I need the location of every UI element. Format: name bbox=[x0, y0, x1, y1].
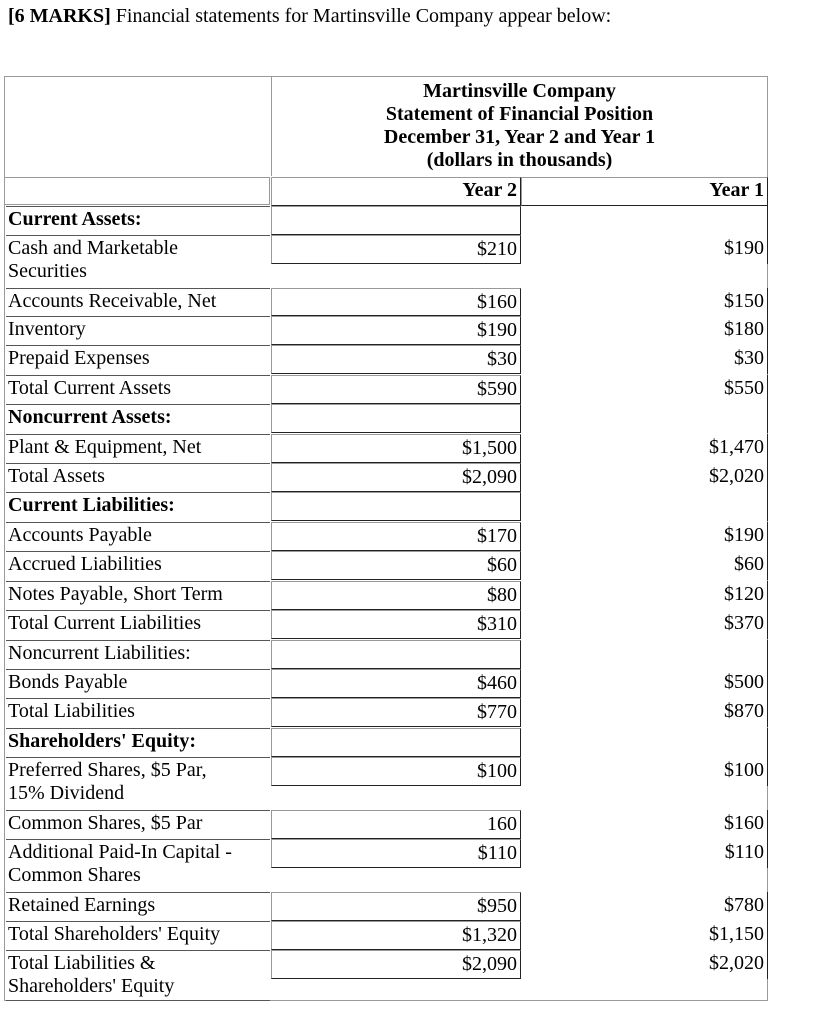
row-label-line: Shareholders' Equity bbox=[8, 975, 175, 997]
value-year1-prepaid-expenses: $30 bbox=[521, 345, 768, 374]
statement-title-block bbox=[271, 80, 768, 172]
row-label-line: Inventory bbox=[8, 318, 86, 340]
row-label-line: Additional Paid-In Capital - bbox=[8, 841, 232, 863]
value-year2-shareholders-equity bbox=[271, 728, 521, 757]
row-label-current-liabilities bbox=[8, 494, 175, 517]
row-label-line: 15% Dividend bbox=[8, 782, 125, 804]
value-year1-current-liabilities bbox=[521, 492, 768, 521]
row-label-current-assets bbox=[8, 208, 142, 231]
row-label-shareholders-equity bbox=[8, 730, 196, 753]
row-divider bbox=[6, 728, 270, 729]
row-label-total-shareholders-equity bbox=[8, 923, 220, 946]
row-divider bbox=[6, 345, 270, 346]
row-divider bbox=[6, 235, 270, 236]
value-year2-prepaid-expenses: $30 bbox=[271, 345, 521, 374]
row-divider bbox=[6, 463, 270, 464]
company-name: Martinsville Company bbox=[423, 80, 616, 102]
row-label-line: Total Shareholders' Equity bbox=[8, 923, 221, 945]
statement-date: December 31, Year 2 and Year 1 bbox=[383, 126, 656, 148]
statement-units: (dollars in thousands) bbox=[426, 149, 613, 171]
value-year1-total-liabilities: $2,020 bbox=[521, 950, 768, 979]
value-year1-accrued-liabilities: $60 bbox=[521, 551, 768, 580]
row-label-total-current-assets bbox=[8, 377, 171, 400]
row-label-total-liabilities bbox=[8, 952, 174, 998]
value-year1-total-assets: $2,020 bbox=[521, 463, 768, 492]
row-label-line: Common Shares, $5 Par bbox=[8, 812, 203, 834]
row-label-noncurrent-liabilities bbox=[8, 642, 191, 665]
row-divider bbox=[6, 551, 270, 552]
value-year1-preferred-shares-5-par: $100 bbox=[521, 757, 768, 786]
value-year1-total-liabilities: $870 bbox=[521, 698, 768, 727]
value-year1-shareholders-equity bbox=[521, 728, 768, 757]
row-label-line: Noncurrent Assets: bbox=[8, 406, 172, 428]
value-year2-retained-earnings: $950 bbox=[271, 892, 521, 921]
row-divider bbox=[6, 492, 270, 493]
value-year1-common-shares-5-par: $160 bbox=[521, 810, 768, 839]
row-label-line: Noncurrent Liabilities: bbox=[8, 642, 191, 664]
row-divider bbox=[6, 839, 270, 840]
row-divider bbox=[6, 581, 270, 582]
row-label-total-assets bbox=[8, 465, 105, 488]
row-divider bbox=[6, 206, 270, 207]
marks-label: [6 MARKS] bbox=[8, 5, 111, 27]
row-label-line: Current Assets: bbox=[8, 208, 142, 230]
row-label-noncurrent-assets bbox=[8, 406, 172, 429]
row-divider bbox=[6, 640, 270, 641]
row-divider bbox=[6, 698, 270, 699]
row-label-line: Accounts Payable bbox=[8, 524, 152, 546]
value-year2-accounts-payable: $170 bbox=[271, 522, 521, 551]
value-year2-noncurrent-assets bbox=[271, 404, 521, 433]
row-label-plant-equipment-net bbox=[8, 436, 201, 459]
row-label-line: Accrued Liabilities bbox=[8, 553, 162, 575]
row-label-cash-and-marketable bbox=[8, 237, 178, 283]
row-divider bbox=[6, 1000, 270, 1001]
statement-title: Statement of Financial Position bbox=[385, 103, 654, 125]
row-divider bbox=[6, 921, 270, 922]
row-label-accrued-liabilities bbox=[8, 553, 162, 576]
row-label-line: Bonds Payable bbox=[8, 671, 128, 693]
value-year2-notes-payable-short-term: $80 bbox=[271, 581, 521, 610]
row-label-inventory bbox=[8, 318, 86, 341]
value-year1-additional-paid-in-capital: $110 bbox=[521, 839, 768, 868]
row-label-line: Retained Earnings bbox=[8, 894, 156, 916]
row-label-line: Securities bbox=[8, 260, 87, 282]
value-year1-total-current-liabilities: $370 bbox=[521, 610, 768, 639]
row-label-total-liabilities bbox=[8, 700, 135, 723]
row-divider bbox=[6, 669, 270, 670]
value-year2-inventory: $190 bbox=[271, 316, 521, 345]
row-label-notes-payable-short-term bbox=[8, 583, 223, 606]
value-year2-total-shareholders-equity: $1,320 bbox=[271, 921, 521, 950]
label-column-header bbox=[5, 177, 270, 205]
row-label-line: Total Assets bbox=[8, 465, 105, 487]
row-label-line: Total Current Liabilities bbox=[8, 612, 201, 634]
intro-text: Financial statements for Martinsville Company appear below: bbox=[110, 5, 612, 27]
row-label-line: Common Shares bbox=[8, 864, 141, 886]
row-label-accounts-payable bbox=[8, 524, 152, 547]
value-year2-plant-equipment-net: $1,500 bbox=[271, 434, 521, 463]
row-divider bbox=[6, 375, 270, 376]
row-divider bbox=[6, 404, 270, 405]
column-header-year1: Year 1 bbox=[521, 177, 768, 206]
row-label-additional-paid-in-capital bbox=[8, 841, 232, 887]
row-divider bbox=[6, 810, 270, 811]
value-year2-total-assets: $2,090 bbox=[271, 463, 521, 492]
value-year1-bonds-payable: $500 bbox=[521, 669, 768, 698]
value-year2-noncurrent-liabilities bbox=[271, 640, 521, 669]
row-label-line: Prepaid Expenses bbox=[8, 347, 150, 369]
row-label-line: Accounts Receivable, Net bbox=[8, 290, 217, 312]
value-year1-accounts-receivable-net: $150 bbox=[521, 288, 768, 316]
value-year1-noncurrent-assets bbox=[521, 404, 768, 433]
row-divider bbox=[6, 288, 270, 289]
value-year2-total-current-assets: $590 bbox=[271, 375, 521, 404]
row-label-line: Cash and Marketable bbox=[8, 237, 178, 259]
value-year1-total-current-assets: $550 bbox=[521, 375, 768, 404]
row-label-total-current-liabilities bbox=[8, 612, 201, 635]
value-year2-current-liabilities bbox=[271, 492, 521, 521]
row-divider bbox=[6, 522, 270, 523]
value-year1-current-assets bbox=[521, 206, 768, 235]
row-label-line: Shareholders' Equity: bbox=[8, 730, 196, 752]
value-year2-accrued-liabilities: $60 bbox=[271, 551, 521, 580]
column-header-year2: Year 2 bbox=[271, 177, 521, 206]
row-label-line: Plant & Equipment, Net bbox=[8, 436, 202, 458]
row-divider bbox=[6, 316, 270, 317]
row-label-line: Preferred Shares, $5 Par, bbox=[8, 759, 207, 781]
row-divider bbox=[6, 950, 270, 951]
row-label-line: Total Liabilities bbox=[8, 700, 135, 722]
row-label-line: Total Liabilities & bbox=[8, 952, 156, 974]
row-label-preferred-shares-5-par bbox=[8, 759, 207, 805]
value-year1-notes-payable-short-term: $120 bbox=[521, 581, 768, 610]
value-year1-noncurrent-liabilities bbox=[521, 640, 768, 669]
row-divider bbox=[6, 757, 270, 758]
row-label-accounts-receivable-net bbox=[8, 290, 216, 313]
value-year2-total-current-liabilities: $310 bbox=[271, 610, 521, 639]
value-year1-inventory: $180 bbox=[521, 316, 768, 345]
value-year2-current-assets bbox=[271, 206, 521, 235]
value-year1-total-shareholders-equity: $1,150 bbox=[521, 921, 768, 950]
value-year2-total-liabilities: $770 bbox=[271, 698, 521, 727]
value-year2-bonds-payable: $460 bbox=[271, 669, 521, 698]
row-label-retained-earnings bbox=[8, 894, 155, 917]
row-divider bbox=[6, 610, 270, 611]
row-label-common-shares-5-par bbox=[8, 812, 202, 835]
value-year2-cash-and-marketable: $210 bbox=[271, 235, 521, 264]
row-label-line: Total Current Assets bbox=[8, 377, 172, 399]
value-year1-accounts-payable: $190 bbox=[521, 522, 768, 551]
value-year1-cash-and-marketable: $190 bbox=[521, 235, 768, 264]
row-label-prepaid-expenses bbox=[8, 347, 150, 370]
row-divider bbox=[6, 892, 270, 893]
value-year2-preferred-shares-5-par: $100 bbox=[271, 757, 521, 786]
row-label-line: Current Liabilities: bbox=[8, 494, 175, 516]
value-year2-total-liabilities: $2,090 bbox=[271, 950, 521, 979]
row-label-bonds-payable bbox=[8, 671, 127, 694]
row-divider bbox=[6, 434, 270, 435]
value-year2-accounts-receivable-net: $160 bbox=[271, 288, 521, 316]
row-label-line: Notes Payable, Short Term bbox=[8, 583, 223, 605]
question-intro bbox=[8, 4, 611, 28]
value-year1-retained-earnings: $780 bbox=[521, 892, 768, 921]
value-year1-plant-equipment-net: $1,470 bbox=[521, 434, 768, 463]
value-year2-additional-paid-in-capital: $110 bbox=[271, 839, 521, 868]
value-year2-common-shares-5-par: 160 bbox=[271, 810, 521, 839]
